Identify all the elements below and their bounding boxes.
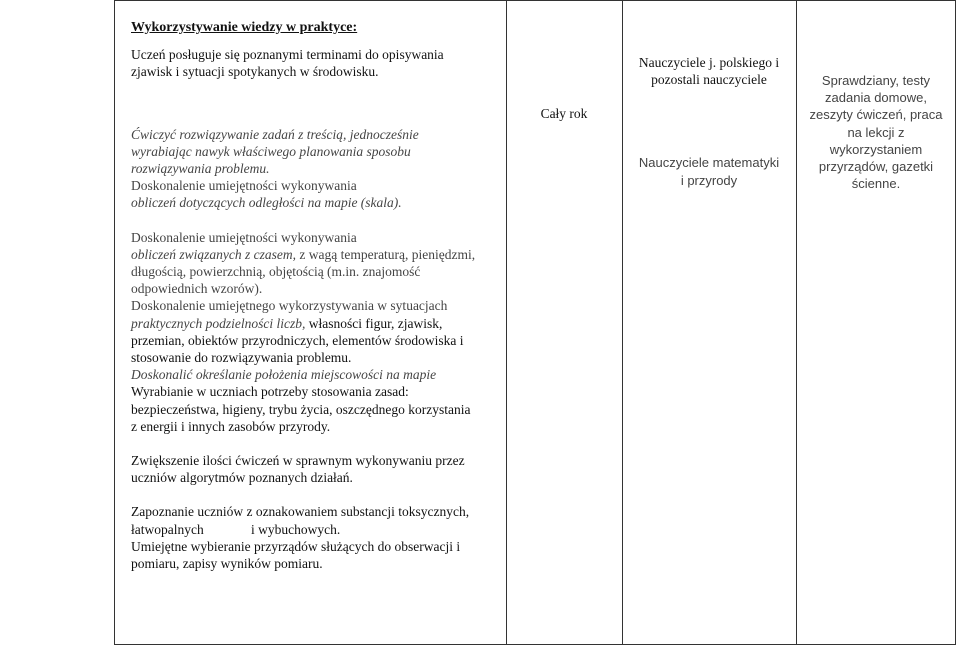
text-line: odpowiednich wzorów).: [131, 281, 263, 297]
time-column: [506, 105, 622, 122]
skill-paragraph: [131, 229, 511, 298]
text-line: z energii i innych zasobów przyrody.: [131, 418, 331, 434]
text-line: łatwopalnych i wybuchowych.: [131, 521, 341, 537]
text-line: wyrabiając nawyk właściwego planowania sposobu: [131, 143, 411, 159]
text-line: Doskonalenie umiejętnego wykorzystywania w sytuacjach: [131, 298, 448, 314]
text-line: Uczeń posługuje się poznanymi terminami do opisywania: [131, 47, 444, 63]
text-line: wykorzystaniem: [829, 141, 923, 157]
text-line: przyrządów, gazetki: [818, 159, 934, 175]
evaluation-column: [796, 72, 956, 192]
responsible-column: [622, 54, 796, 189]
text-line: zjawisk i sytuacji spotykanych w środowisku.: [131, 64, 379, 80]
skill-paragraph: [131, 297, 511, 366]
text-line: Wyrabianie w uczniach potrzeby stosowania zasad:: [131, 384, 409, 400]
text-line: Ćwiczyć rozwiązywanie zadań z treścią, jednocześnie: [131, 126, 419, 142]
text-line: i przyrody: [680, 172, 738, 188]
text-line: rozwiązywania problemu.: [131, 161, 270, 177]
text-line: pozostali nauczyciele: [651, 72, 767, 88]
text-line: Zapoznanie uczniów z oznakowaniem substancji toksycznych,: [131, 504, 470, 520]
evaluation-text: [796, 72, 956, 192]
text-line: obliczeń dotyczących odległości na mapie (skala).: [131, 195, 402, 211]
skill-paragraph: [131, 452, 511, 486]
text-line: praktycznych podzielności liczb, własności figur, zjawisk,: [131, 315, 443, 331]
text-line: na lekcji z: [847, 124, 905, 140]
text-line: Zwiększenie ilości ćwiczeń w sprawnym wykonywaniu przez: [131, 453, 465, 469]
responsible-group: [622, 154, 796, 188]
responsible-group: [622, 54, 796, 88]
text-line: Umiejętne wybieranie przyrządów służących do obserwacji i: [131, 538, 461, 554]
text-line: ścienne.: [851, 176, 901, 192]
time-cell: Cały rok: [540, 106, 588, 121]
skill-paragraph: [131, 503, 511, 572]
text-line: Doskonalenie umiejętności wykonywania: [131, 229, 357, 245]
skill-paragraph: [131, 383, 511, 435]
skill-paragraph: [131, 177, 511, 211]
text-line: zadania domowe,: [825, 90, 927, 106]
skill-paragraph: [131, 126, 511, 178]
text-line: obliczeń związanych z czasem, z wagą temperaturą, pieniędzmi,: [131, 246, 476, 262]
text-line: stosowanie do rozwiązywania problemu.: [131, 350, 352, 366]
text-line: Nauczyciele j. polskiego i: [638, 55, 780, 70]
skill-paragraph: [131, 46, 511, 80]
text-line: Nauczyciele matematyki: [638, 155, 780, 171]
skills-column: [131, 19, 511, 572]
text-line: bezpieczeństwa, higieny, trybu życia, oszczędnego korzystania: [131, 401, 471, 417]
text-line: długością, powierzchnią, objętością (m.in. znajomość: [131, 264, 421, 280]
text-line: zeszyty ćwiczeń, praca: [809, 107, 943, 123]
text-line: Sprawdziany, testy: [821, 73, 931, 88]
text-line: Doskonalenie umiejętności wykonywania: [131, 178, 357, 194]
text-line: przemian, obiektów przyrodniczych, elementów środowiska i: [131, 332, 464, 348]
text-line: pomiaru, zapisy wyników pomiaru.: [131, 556, 323, 572]
text-line: uczniów algorytmów poznanych działań.: [131, 470, 353, 486]
skill-paragraph: Doskonalić określanie położenia miejscowości na mapie: [131, 367, 437, 383]
section-heading: Wykorzystywanie wiedzy w praktyce:: [131, 20, 358, 35]
